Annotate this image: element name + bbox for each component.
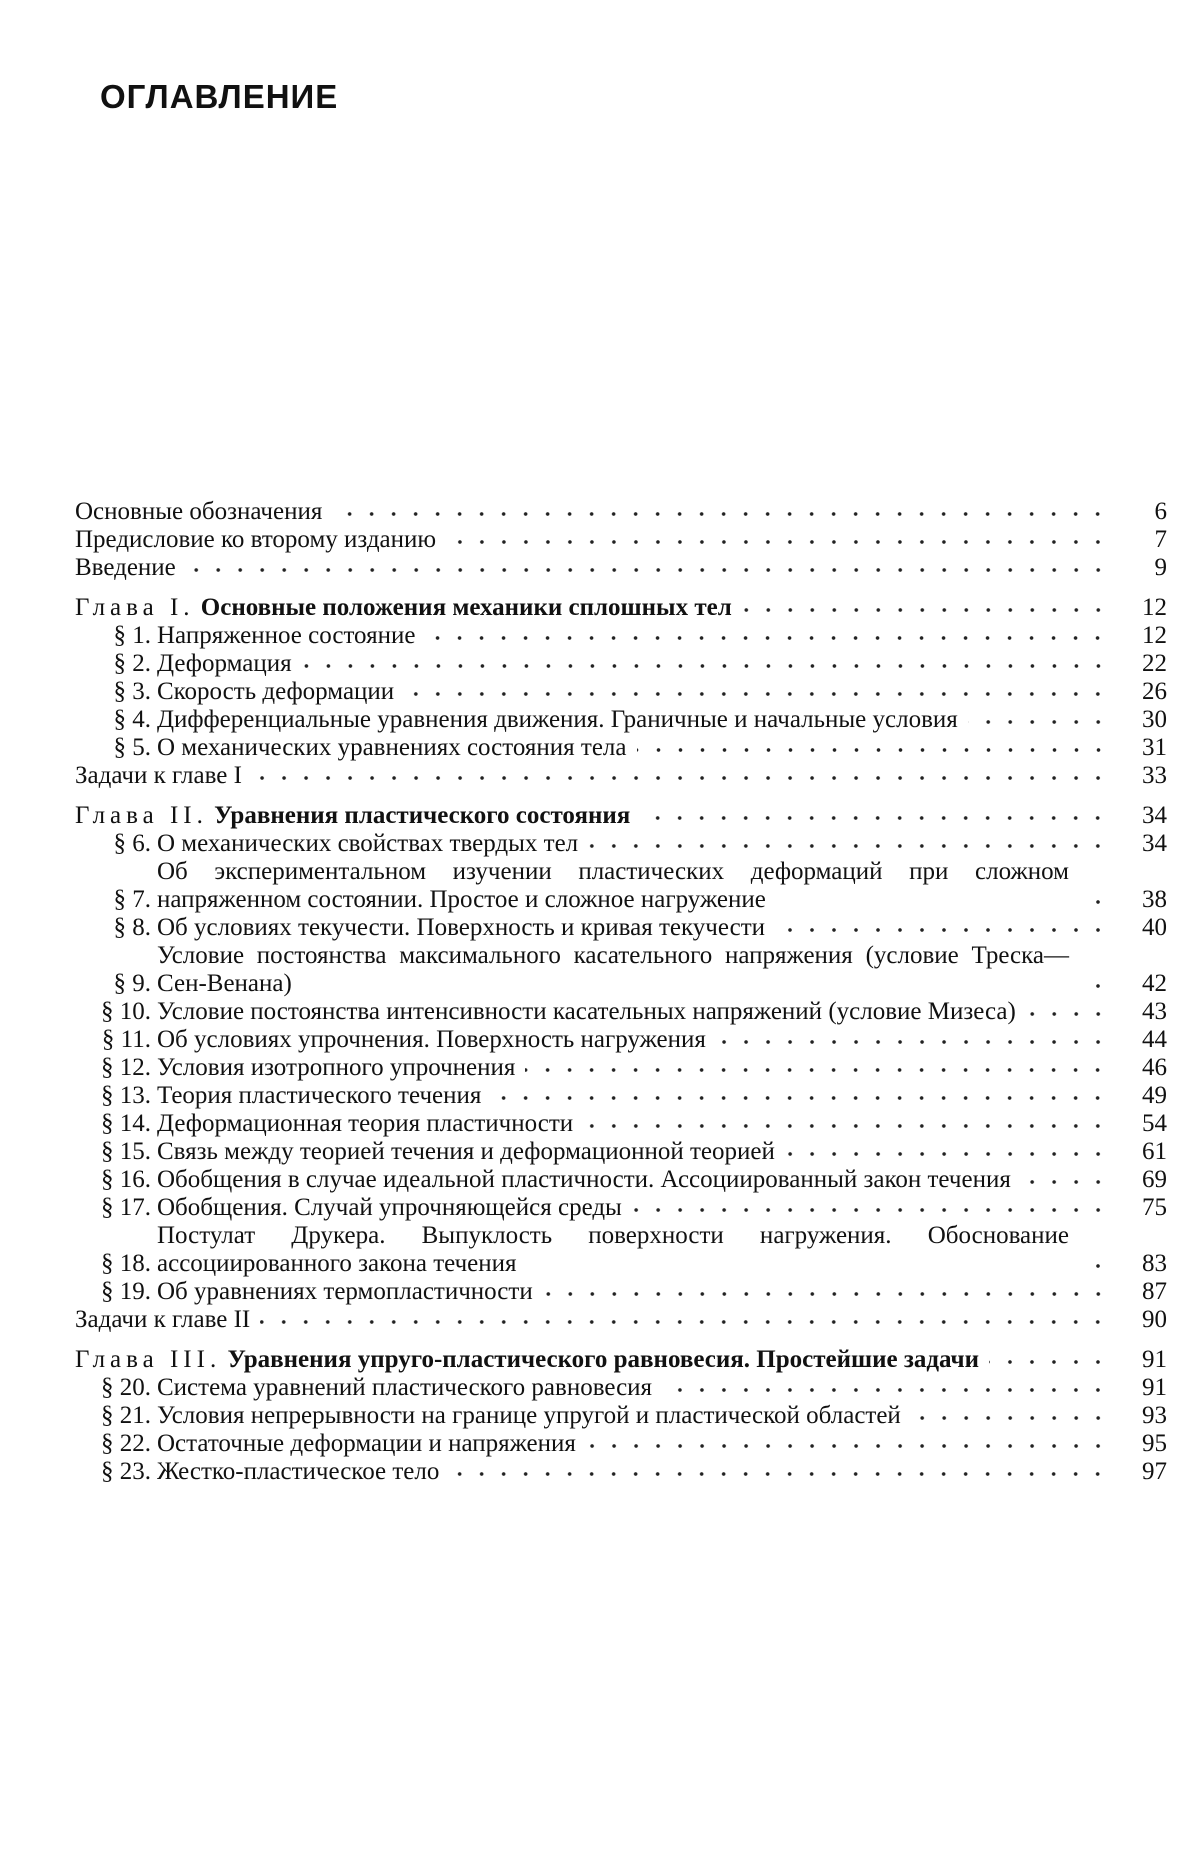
toc-entry[interactable]	[75, 526, 1175, 554]
toc-entry-title: Задачи к главе II	[75, 1306, 251, 1333]
toc-entry[interactable]	[75, 706, 1175, 734]
leader-dots	[640, 809, 1109, 827]
toc-entry[interactable]	[75, 1194, 1175, 1222]
toc-entry-title: Жестко-пластическое тело	[157, 1458, 440, 1485]
toc-entry-title: Условия изотропного упрочнения	[157, 1054, 516, 1081]
page-number: 43	[1142, 998, 1167, 1025]
chapter-label: Глава II.	[75, 802, 208, 829]
leader-dots	[186, 561, 1109, 579]
page-number: 93	[1142, 1402, 1167, 1429]
toc-entry-title: Обобщения в случае идеальной пластичности. Ассоциированный закон течения	[157, 1166, 1011, 1193]
toc-entry[interactable]	[75, 1374, 1175, 1402]
toc-entry-title: Скорость деформации	[157, 678, 395, 705]
leader-dots	[637, 741, 1110, 759]
toc-entry-title	[75, 594, 732, 622]
toc-entry[interactable]	[75, 914, 1175, 942]
leader-dots	[785, 1145, 1109, 1163]
page-number: 95	[1142, 1430, 1167, 1457]
leader-dots	[332, 505, 1109, 523]
toc-entry[interactable]	[75, 1138, 1175, 1166]
toc-entry-title: Постулат Друкера. Выпуклость поверхности нагружения. Обоснование ассоциированного закона течения	[157, 1222, 1069, 1277]
section-number: § 13.	[101, 1082, 151, 1109]
page-number: 61	[1142, 1138, 1167, 1165]
page-number: 6	[1154, 498, 1167, 525]
toc-entry-title	[75, 802, 630, 830]
toc-entry-title: Условие постоянства интенсивности касательных напряжений (условие Мизеса)	[157, 998, 1016, 1025]
chapter-title: Основные положения механики сплошных тел	[200, 594, 732, 621]
section-number: § 5.	[113, 734, 151, 761]
section-number: § 16.	[101, 1166, 151, 1193]
section-number: § 17.	[101, 1194, 151, 1221]
page-number: 75	[1142, 1194, 1167, 1221]
leader-dots	[543, 1285, 1109, 1303]
leader-dots	[911, 1409, 1109, 1427]
leader-dots	[1079, 977, 1109, 995]
toc-entry[interactable]	[75, 942, 1175, 998]
toc-entry[interactable]	[75, 802, 1175, 830]
toc-entry[interactable]	[75, 830, 1175, 858]
leader-dots	[588, 837, 1109, 855]
toc-entry[interactable]	[75, 1166, 1175, 1194]
toc-entry[interactable]	[75, 650, 1175, 678]
toc-entry[interactable]	[75, 1278, 1175, 1306]
toc-entry-title	[75, 1346, 979, 1374]
toc-entry-title: О механических уравнениях состояния тела	[157, 734, 627, 761]
section-number: § 2.	[113, 650, 151, 677]
toc-entry[interactable]	[75, 594, 1175, 622]
page-number: 87	[1142, 1278, 1167, 1305]
section-number: § 15.	[101, 1138, 151, 1165]
toc-entry-title: Деформационная теория пластичности	[157, 1110, 574, 1137]
toc-entry-title: Предисловие ко второму изданию	[75, 526, 437, 553]
toc-entry[interactable]	[75, 1026, 1175, 1054]
leader-dots	[968, 713, 1109, 731]
chapter-label: Глава III.	[75, 1346, 222, 1373]
leader-dots	[583, 1117, 1109, 1135]
toc-entry-title: Дифференциальные уравнения движения. Граничные и начальные условия	[157, 706, 958, 733]
leader-dots	[525, 1061, 1109, 1079]
page-number: 69	[1142, 1166, 1167, 1193]
section-number: § 4.	[113, 706, 151, 733]
section-number: § 21.	[101, 1402, 151, 1429]
toc-entry-title: Обобщения. Случай упрочняющейся среды	[157, 1194, 622, 1221]
page-number: 49	[1142, 1082, 1167, 1109]
table-of-contents	[75, 498, 1175, 1486]
page-number: 38	[1142, 886, 1167, 913]
page-number: 40	[1142, 914, 1167, 941]
page-number: 44	[1142, 1026, 1167, 1053]
toc-entry-title: Деформация	[157, 650, 292, 677]
page-number: 31	[1142, 734, 1167, 761]
leader-dots	[1079, 893, 1109, 911]
toc-entry[interactable]	[75, 1054, 1175, 1082]
leader-dots	[586, 1437, 1109, 1455]
leader-dots	[1026, 1005, 1109, 1023]
toc-entry[interactable]	[75, 554, 1175, 582]
leader-dots	[260, 1313, 1109, 1331]
toc-entry[interactable]	[75, 1082, 1175, 1110]
page-number: 91	[1142, 1346, 1167, 1373]
toc-entry[interactable]	[75, 1306, 1175, 1334]
leader-dots	[989, 1353, 1109, 1371]
page-number: 30	[1142, 706, 1167, 733]
chapter-label: Глава I.	[75, 594, 195, 621]
page-number: 12	[1142, 622, 1167, 649]
toc-entry-title: Условия непрерывности на границе упругой и пластической областей	[157, 1402, 901, 1429]
toc-entry-title: Об условиях упрочнения. Поверхность нагружения	[157, 1026, 706, 1053]
toc-entry[interactable]	[75, 1458, 1175, 1486]
page-number: 54	[1142, 1110, 1167, 1137]
page-number: 42	[1142, 970, 1167, 997]
page-number: 91	[1142, 1374, 1167, 1401]
section-number: § 11.	[101, 1026, 151, 1053]
leader-dots	[491, 1089, 1109, 1107]
leader-dots	[425, 629, 1109, 647]
toc-entry-title: Задачи к главе I	[75, 762, 242, 789]
section-number: § 19.	[101, 1278, 151, 1305]
section-number: § 18.	[101, 1250, 151, 1277]
toc-entry-title: Теория пластического течения	[157, 1082, 482, 1109]
page-number: 12	[1142, 594, 1167, 621]
toc-entry[interactable]	[75, 678, 1175, 706]
page-number: 46	[1142, 1054, 1167, 1081]
section-number: § 1.	[113, 622, 151, 649]
toc-entry-title: Основные обозначения	[75, 498, 323, 525]
section-number: § 22.	[101, 1430, 151, 1457]
leader-dots	[662, 1381, 1109, 1399]
leader-dots	[775, 921, 1109, 939]
chapter-title: Уравнения пластического состояния	[214, 802, 631, 829]
page-number: 7	[1154, 526, 1167, 553]
toc-entry-title: Об уравнениях термопластичности	[157, 1278, 533, 1305]
toc-entry[interactable]	[75, 1430, 1175, 1458]
toc-entry[interactable]	[75, 1402, 1175, 1430]
leader-dots	[716, 1033, 1109, 1051]
toc-entry-title: Напряженное состояние	[157, 622, 416, 649]
section-number: § 14.	[101, 1110, 151, 1137]
section-number: § 12.	[101, 1054, 151, 1081]
toc-entry[interactable]	[75, 1110, 1175, 1138]
section-number: § 7.	[113, 886, 151, 913]
toc-entry[interactable]	[75, 734, 1175, 762]
page-number: 34	[1142, 802, 1167, 829]
toc-entry-title: Об условиях текучести. Поверхность и кривая текучести	[157, 914, 765, 941]
leader-dots	[449, 1465, 1109, 1483]
page-number: 33	[1142, 762, 1167, 789]
toc-entry-title: Условие постоянства максимального касательного напряжения (условие Треска—Сен-Венана)	[157, 942, 1069, 997]
toc-entry[interactable]	[75, 762, 1175, 790]
leader-dots	[252, 769, 1109, 787]
toc-entry[interactable]	[75, 622, 1175, 650]
toc-entry-title: Об экспериментальном изучении пластических деформаций при сложном напряженном состоянии. Простое и сложное нагружение	[157, 858, 1069, 913]
toc-entry-title: Введение	[75, 554, 176, 581]
section-number: § 6.	[113, 830, 151, 857]
section-number: § 10.	[101, 998, 151, 1025]
page-number: 9	[1154, 554, 1167, 581]
leader-dots	[1021, 1173, 1109, 1191]
page-number: 22	[1142, 650, 1167, 677]
section-number: § 9.	[113, 970, 151, 997]
page-number: 34	[1142, 830, 1167, 857]
page-number: 26	[1142, 678, 1167, 705]
section-number: § 23.	[101, 1458, 151, 1485]
page-number: 83	[1142, 1250, 1167, 1277]
toc-entry[interactable]	[75, 1222, 1175, 1278]
section-number: § 20.	[101, 1374, 151, 1401]
page-number: 90	[1142, 1306, 1167, 1333]
toc-entry[interactable]	[75, 498, 1175, 526]
leader-dots	[742, 601, 1109, 619]
toc-entry-title: Связь между теорией течения и деформационной теорией	[157, 1138, 775, 1165]
toc-entry-title: Система уравнений пластического равновесия	[157, 1374, 653, 1401]
chapter-title: Уравнения упруго-пластического равновесия. Простейшие задачи	[227, 1346, 980, 1373]
leader-dots	[632, 1201, 1109, 1219]
section-number: § 3.	[113, 678, 151, 705]
leader-dots	[446, 533, 1109, 551]
page-number: 97	[1142, 1458, 1167, 1485]
leader-dots	[302, 657, 1109, 675]
page-title: ОГЛАВЛЕНИЕ	[100, 78, 339, 115]
leader-dots	[404, 685, 1109, 703]
toc-entry[interactable]	[75, 998, 1175, 1026]
toc-entry-title: О механических свойствах твердых тел	[157, 830, 579, 857]
section-number: § 8.	[113, 914, 151, 941]
toc-entry[interactable]	[75, 858, 1175, 914]
toc-entry-title: Остаточные деформации и напряжения	[157, 1430, 576, 1457]
toc-entry[interactable]	[75, 1346, 1175, 1374]
leader-dots	[1079, 1257, 1109, 1275]
